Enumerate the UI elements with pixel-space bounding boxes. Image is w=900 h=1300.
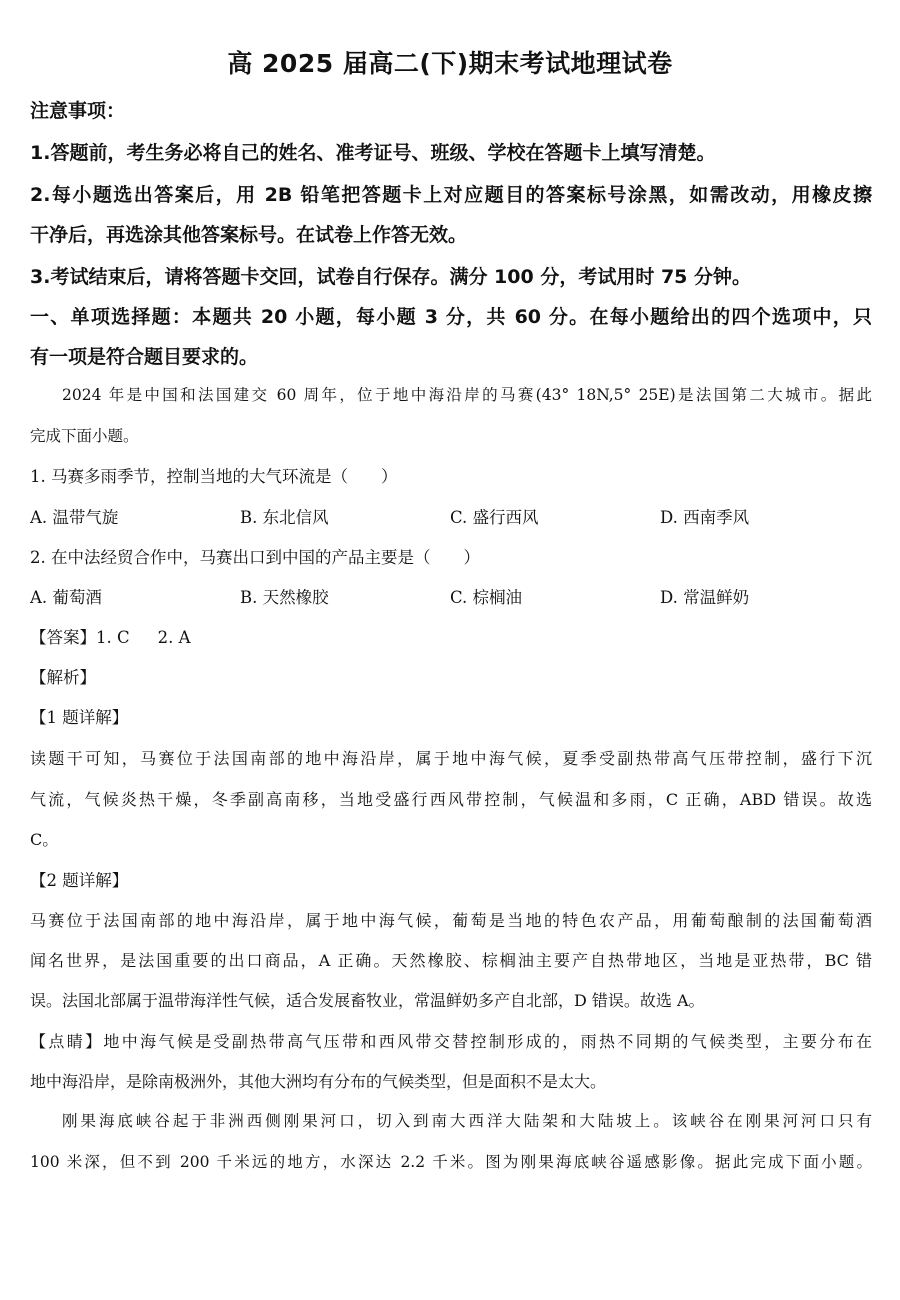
notice-item-2-line-1: 2.每小题选出答案后，用 2B 铅笔把答题卡上对应题目的答案标号涂黑，如需改动，用橡皮擦 — [30, 184, 872, 206]
detail-2-heading: 【2 题详解】 — [30, 871, 129, 890]
notice-item-1: 1.答题前，考生务必将自己的姓名、准考证号、班级、学校在答题卡上填写清楚。 — [30, 142, 716, 164]
question-2-option-a: A. 葡萄酒 — [30, 588, 102, 607]
analysis-heading: 【解析】 — [30, 668, 96, 687]
passage-2-line-1: 刚果海底峡谷起于非洲西侧刚果河口，切入到南大西洋大陆架和大陆坡上。该峡谷在刚果河河口只有 — [62, 1112, 872, 1130]
detail-2-line-1: 马赛位于法国南部的地中海沿岸，属于地中海气候，葡萄是当地的特色农产品，用葡萄酿制的法国葡萄酒 — [30, 911, 872, 930]
question-1-option-a: A. 温带气旋 — [30, 508, 119, 527]
notice-heading: 注意事项： — [30, 100, 126, 122]
tip-line-2: 地中海沿岸，是除南极洲外，其他大洲均有分布的气候类型，但是面积不是太大。 — [30, 1072, 607, 1091]
tip-line-1: 【点睛】地中海气候是受副热带高气压带和西风带交替控制形成的，雨热不同期的气候类型，主要分布在 — [30, 1032, 872, 1051]
question-1-option-b: B. 东北信风 — [240, 508, 329, 527]
detail-1-line-3: C。 — [30, 830, 59, 849]
question-2-stem: 2. 在中法经贸合作中，马赛出口到中国的产品主要是（ ） — [30, 548, 480, 567]
question-2-option-c: C. 棕榈油 — [450, 588, 523, 607]
question-2-option-b: B. 天然橡胶 — [240, 588, 329, 607]
page-title: 高 2025 届高二(下)期末考试地理试卷 — [227, 49, 673, 78]
detail-2-line-2: 闻名世界，是法国重要的出口商品，A 正确。天然橡胶、棕榈油主要产自热带地区，当地是亚热带，BC 错 — [30, 951, 872, 970]
passage-1-line-2: 完成下面小题。 — [30, 427, 139, 445]
answer-label: 【答案】 — [30, 628, 96, 647]
detail-1-line-1: 读题干可知，马赛位于法国南部的地中海沿岸，属于地中海气候，夏季受副热带高气压带控制，盛行下沉 — [30, 749, 872, 768]
answer-2: 2. A — [157, 628, 191, 647]
detail-1-heading: 【1 题详解】 — [30, 708, 129, 727]
notice-item-2-line-2: 干净后，再选涂其他答案标号。在试卷上作答无效。 — [30, 224, 468, 246]
section-1-line-1: 一、单项选择题：本题共 20 小题，每小题 3 分，共 60 分。在每小题给出的四个选项中，只 — [30, 306, 872, 328]
answer-line — [30, 624, 191, 648]
answer-1: 1. C — [96, 628, 130, 647]
question-1-option-c: C. 盛行西风 — [450, 508, 539, 527]
section-1-line-2: 有一项是符合题目要求的。 — [30, 346, 259, 368]
passage-1-line-1: 2024 年是中国和法国建交 60 周年，位于地中海沿岸的马赛(43° 18N,5° 25E)是法国第二大城市。据此 — [62, 386, 872, 404]
passage-2-line-2: 100 米深，但不到 200 千米远的地方，水深达 2.2 千米。图为刚果海底峡谷遥感影像。据此完成下面小题。 — [30, 1153, 872, 1171]
detail-1-line-2: 气流，气候炎热干燥，冬季副高南移，当地受盛行西风带控制，气候温和多雨，C 正确，ABD 错误。故选 — [30, 790, 872, 809]
notice-item-3: 3.考试结束后，请将答题卡交回，试卷自行保存。满分 100 分，考试用时 75 分钟。 — [30, 266, 751, 288]
detail-2-line-3: 误。法国北部属于温带海洋性气候，适合发展畜牧业，常温鲜奶多产自北部，D 错误。故选 A。 — [30, 991, 705, 1010]
question-2-option-d: D. 常温鲜奶 — [660, 588, 750, 607]
question-1-stem: 1. 马赛多雨季节，控制当地的大气环流是（ ） — [30, 467, 398, 486]
question-1-option-d: D. 西南季风 — [660, 508, 750, 527]
